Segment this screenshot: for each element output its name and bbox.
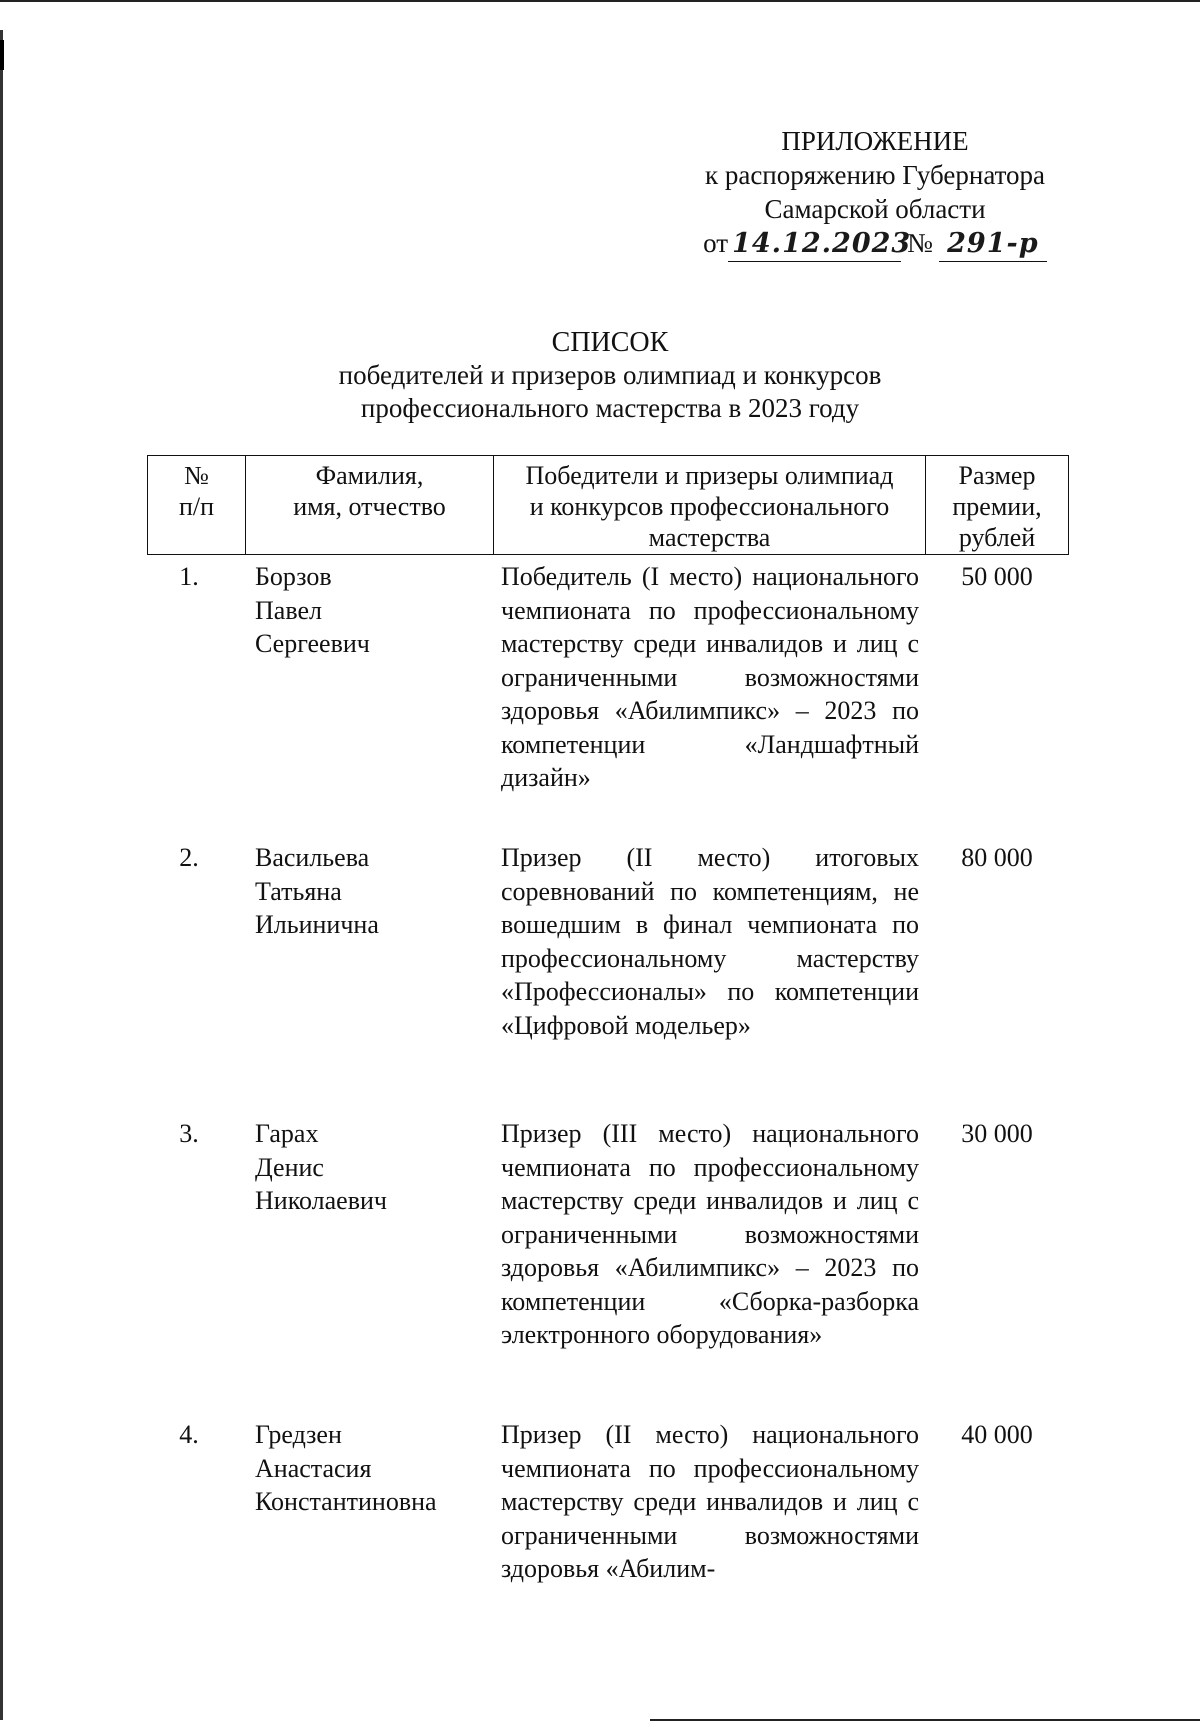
scan-border-left <box>0 30 3 1720</box>
row-number: 1. <box>179 562 199 591</box>
scan-edge-mark <box>0 40 4 70</box>
appendix-date-line <box>690 226 1060 262</box>
last-name: Гредзен <box>255 1420 342 1449</box>
header-name-line-1: Фамилия, <box>315 461 424 490</box>
table-row <box>147 1418 1069 1586</box>
handwritten-number: 291-р <box>939 227 1047 262</box>
header-amount-line-2: премии, <box>952 492 1042 521</box>
row-number: 3. <box>179 1119 199 1148</box>
header-num <box>148 456 246 554</box>
row-amount: 30 000 <box>961 1119 1033 1148</box>
appendix-title: ПРИЛОЖЕНИЕ <box>781 126 969 156</box>
header-name-line-2: имя, отчество <box>293 492 446 521</box>
title-main: СПИСОК <box>551 327 669 358</box>
handwritten-date: 14.12.2023 <box>728 227 901 262</box>
patronymic: Сергеевич <box>255 629 370 658</box>
header-amount-line-1: Размер <box>958 461 1036 490</box>
appendix-line-1: к распоряжению Губернатора <box>704 160 1046 190</box>
last-name: Васильева <box>255 843 370 872</box>
header-description <box>494 456 926 554</box>
table-row <box>147 1117 1069 1352</box>
row-amount: 50 000 <box>961 562 1033 591</box>
scan-border-top <box>0 0 1200 2</box>
first-name: Анастасия <box>255 1453 372 1483</box>
last-name: Борзов <box>255 562 332 591</box>
first-name: Татьяна <box>255 876 342 906</box>
row-description: Победитель (I место) национального чемпионата по профессиональному мастерству среди инвалидов и лиц с ограниченными возможностями здоровья «Абилимпикс» – 2023 по компетенции «Ландшафтный дизайн» <box>501 562 919 792</box>
header-num-line-1: № <box>184 461 209 490</box>
table-row <box>147 841 1069 1042</box>
patronymic: Николаевич <box>255 1186 387 1215</box>
row-name <box>245 841 493 1042</box>
header-desc-line-1: Победители и призеры олимпиад <box>525 461 894 490</box>
date-prefix: от <box>703 228 729 258</box>
header-desc-line-3: мастерства <box>648 523 771 552</box>
row-description: Призер (III место) национального чемпионата по профессиональному мастерству среди инвалидов и лиц с ограниченными возможностями здоровья «Абилимпикс» – 2023 по компетенции «Сборка-разборка электронного оборудования» <box>501 1119 919 1349</box>
patronymic: Константиновна <box>255 1487 437 1516</box>
row-amount: 40 000 <box>961 1420 1033 1449</box>
row-name <box>245 560 493 795</box>
table-header <box>147 455 1069 555</box>
number-sign: № <box>907 228 933 258</box>
header-amount-line-3: рублей <box>958 523 1036 552</box>
row-number: 4. <box>179 1420 199 1449</box>
row-description: Призер (II место) итоговых соревнований по компетенциям, не вошедшим в финал чемпионата по профессиональному мастерству «Профессионалы» по компетенции «Цифровой модельер» <box>501 843 919 1040</box>
header-name <box>246 456 494 554</box>
first-name: Павел <box>255 595 322 625</box>
title-sub-2: профессионального мастерства в 2023 году <box>360 393 860 423</box>
first-name: Денис <box>255 1152 324 1182</box>
header-amount <box>926 456 1068 554</box>
row-name <box>245 1418 493 1586</box>
header-num-line-2: п/п <box>178 492 215 521</box>
row-name <box>245 1117 493 1352</box>
appendix-line-2: Самарской области <box>764 194 986 224</box>
table-row <box>147 560 1069 795</box>
document-title <box>250 326 970 425</box>
row-number: 2. <box>179 843 199 872</box>
header-desc-line-2: и конкурсов профессионального <box>529 492 890 521</box>
title-sub-1: победителей и призеров олимпиад и конкурсов <box>338 360 882 390</box>
patronymic: Ильинична <box>255 910 379 939</box>
appendix-block <box>690 124 1060 262</box>
row-description: Призер (II место) национального чемпионата по профессиональному мастерству среди инвалидов и лиц с ограниченными возможностями здоровья «Абилим- <box>501 1420 919 1583</box>
last-name: Гарах <box>255 1119 319 1148</box>
row-amount: 80 000 <box>961 843 1033 872</box>
